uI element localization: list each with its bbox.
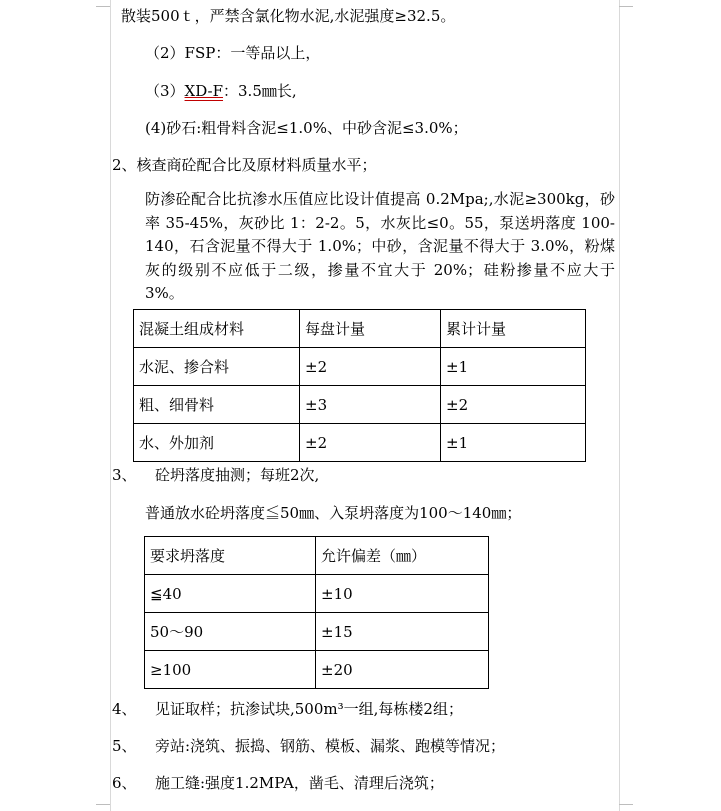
table-row [145,613,489,651]
table-cell: 水泥、掺合料 [134,348,300,386]
table-cell: ±10 [316,575,489,613]
item-4-text: 见证取样；抗渗试块,500m³一组,每栋楼2组； [155,700,463,718]
table-header-cell: 要求坍落度 [145,537,316,575]
margin-corner-mark [96,6,110,7]
table-cell: ±3 [300,386,441,424]
cement-requirement: 散装500ｔ，严禁含氯化物水泥,水泥强度≥32.5。 [121,7,456,25]
table-cell: 水、外加剂 [134,424,300,462]
mix-paragraph: 防渗砼配合比抗渗水压值应比设计值提高 0.2Mpa;,水泥≥300kg，砂率 35-45%，灰砂比 1：2-2。5，水灰比≤0。55，泵送坍落度 100-140，石含泥量不得大于 1.0%；中砂，含泥量不得大于 3.0%，粉煤灰的级别不应低于二级，掺量不宜大于 20%；硅粉掺量不应大于 3%。 [145,190,615,302]
table-cell: 粗、细骨料 [134,386,300,424]
table-cell: ≥100 [145,651,316,689]
table-header-cell: 混凝土组成材料 [134,310,300,348]
table-row [134,386,586,424]
margin-corner-mark [619,804,633,805]
xdf-prefix: （3） [145,82,185,100]
table-cell: ±20 [316,651,489,689]
xdf-code: XD-F [184,82,224,100]
table-header-cell: 允许偏差（㎜） [316,537,489,575]
table-cell: ±2 [300,348,441,386]
table-cell: ±15 [316,613,489,651]
page-margin-left [110,0,111,811]
item-4-number: 4、 [112,700,137,718]
item-5-text: 旁站:浇筑、振捣、钢筋、模板、漏浆、跑模等情况； [155,737,506,755]
item-3-number: 3、 [112,466,137,484]
fsp-requirement: （2）FSP：一等品以上， [145,44,321,62]
table-row [145,575,489,613]
table-cell: ±2 [441,386,586,424]
item-5-number: 5、 [112,737,137,755]
slump-tolerance-table [144,536,489,689]
item-6-text: 施工缝:强度1.2MPA，凿毛、清理后浇筑； [155,774,444,792]
page-margin-right [619,0,620,811]
table-cell: ±1 [441,348,586,386]
table-cell: ±1 [441,424,586,462]
table-cell: ±2 [300,424,441,462]
table-row [145,651,489,689]
table-cell: 50～90 [145,613,316,651]
table-row [134,348,586,386]
item-6-number: 6、 [112,774,137,792]
mix-metering-table [133,309,586,462]
sand-gravel-requirement: (4)砂石:粗骨料含泥≤1.0%、中砂含泥≤3.0%； [145,119,468,137]
slump-line: 普通放水砼坍落度≦50㎜、入泵坍落度为100～140㎜； [145,504,522,522]
table-header-row [134,310,586,348]
margin-corner-mark [619,6,633,7]
item-2-heading: 2、核查商砼配合比及原材料质量水平； [112,156,377,174]
table-cell: ≦40 [145,575,316,613]
table-header-row [145,537,489,575]
table-row [134,424,586,462]
table-header-cell: 累计计量 [441,310,586,348]
xdf-rest: ：3.5㎜长, [223,82,297,100]
table-header-cell: 每盘计量 [300,310,441,348]
xdf-requirement [145,81,297,101]
item-3-text: 砼坍落度抽测；每班2次, [155,466,320,484]
margin-corner-mark [96,804,110,805]
